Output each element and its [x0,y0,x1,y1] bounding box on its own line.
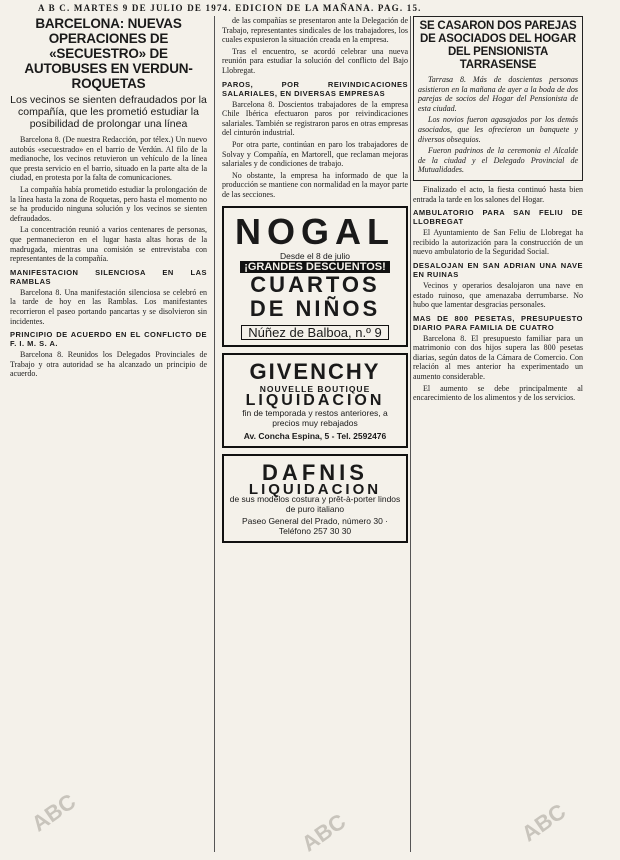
ad-nogal-note: Desde el 8 de julio [280,250,350,261]
paragraph: No obstante, la empresa ha informado de que la producción se mantiene con normalidad en la mayor parte de las secciones. [222,170,408,199]
paragraph: La compañía había prometido estudiar la prolongación de la línea hasta la zona de Roquetas, pero hasta el momento no se ha producido ninguna solución y los vecinos se sienten defraudados. [10,184,207,223]
column-rule [214,16,215,852]
ad-nogal [222,206,408,348]
watermark: ABC [296,808,351,857]
paragraph: Tarrasa 8. Más de doscientas personas asistieron en la mañana de ayer a la boda de dos parejas de socios del Hogar del Pensionista de esta ciudad. [418,75,578,113]
ad-givenchy [222,353,408,448]
subheading: PRINCIPIO DE ACUERDO EN EL CONFLICTO DE F. I. M. S. A. [10,330,207,349]
ad-givenchy-name: GIVENCHY [249,359,381,385]
paragraph: Tras el encuentro, se acordó celebrar una nueva reunión para estudiar la solución del conflicto del Bajo Llobregat. [222,46,408,75]
ad-nogal-address: Núñez de Balboa, n.º 9 [241,325,388,341]
column-left [10,16,207,854]
ad-dafnis-address: Paseo General del Prado, número 30 · Teléfono 257 30 30 [241,516,388,537]
subheading: MAS DE 800 PESETAS, PRESUPUESTO DIARIO PARA FAMILIA DE CUATRO [413,313,583,332]
ad-dafnis-desc: de sus modelos costura y prêt-à-porter lindos de puro italiano [229,494,401,515]
ad-givenchy-address: Av. Concha Espina, 5 - Tel. 2592476 [243,430,387,441]
paragraph: Barcelona 8. (De nuestra Redacción, por télex.) Un nuevo autobús «secuestrado» en el barrio de Verdún. Al filo de la medianoche, los vecinos retuvieron un vehículo de la línea que presta servicio en el barrio, situado en la parte alta de la ciudad, en protesta por la falta de comunicaciones. [10,135,207,183]
paragraph: Finalizado el acto, la fiesta continuó hasta bien entrada la tarde en los salones del Hogar. [413,184,583,204]
paragraph: Fueron padrinos de la ceremonia el Alcalde de la ciudad y el Delegado Provincial de Mutualidades. [418,146,578,175]
paragraph: Vecinos y operarios desalojaron una nave en estado ruinoso, que amenazaba derrumbarse. No hubo que lamentar desgracias personales. [413,280,583,310]
ad-dafnis-name: DAFNIS [262,459,368,485]
column-right [413,16,583,854]
watermark: ABC [26,788,81,837]
paragraph: Barcelona 8. El presupuesto familiar para un matrimonio con dos hijos supera las 800 pesetas diarias, según datos de la Cámara de Comercio. Con relación al mes anterior ha experimentado un aumento considerable. [413,333,583,382]
ad-givenchy-sale: LIQUIDACION [245,392,385,410]
ad-nogal-name: NOGAL [235,210,395,252]
paragraph: Barcelona 8. Doscientos trabajadores de la empresa Chile Ibérica efectuaron paros por reivindicaciones salariales. También se registraron paros en otras empresas del cinturón industrial. [222,99,408,138]
box-pensionistas [413,16,583,181]
subheading: PAROS, POR REIVINDICACIONES SALARIALES, EN DIVERSAS EMPRESAS [222,79,408,98]
subheading: AMBULATORIO PARA SAN FELIU DE LLOBREGAT [413,208,583,227]
ad-givenchy-sub: NOUVELLE BOUTIQUE [259,384,371,395]
paragraph: Barcelona 8. Una manifestación silenciosa se celebró en la tarde de hoy en las Ramblas. Los manifestantes recorrieron el paseo portando pancartas y se disolvieron sin incidentes. [10,287,207,326]
subheading: DESALOJAN EN SAN ADRIAN UNA NAVE EN RUINAS [413,260,583,279]
paragraph: de las compañías se presentaron ante la Delegación de Trabajo, representantes sindicales de los trabajadores, los cuales expusieron la situación creada en la empresa. [222,16,408,45]
paragraph: El Ayuntamiento de San Feliu de Llobregat ha recibido la autorización para la construcción de un nuevo ambulatorio de la Seguridad Social. [413,228,583,257]
subheading: MANIFESTACION SILENCIOSA EN LAS RAMBLAS [10,267,207,286]
headline-barcelona: BARCELONA: NUEVAS OPERACIONES DE «SECUESTRO» DE AUTOBUSES EN VERDUN-ROQUETAS [24,16,193,91]
ad-nogal-line1: CUARTOS [250,271,380,297]
ad-nogal-sale: ¡GRANDES DESCUENTOS! [240,261,390,273]
ad-dafnis-sale: LIQUIDACION [248,480,382,498]
ad-givenchy-desc: fin de temporada y restos anteriores, a precios muy rebajados [242,407,388,428]
paragraph: La concentración reunió a varios centenares de personas, que permanecieron en el lugar hasta altas horas de la madrugada, mientras una comisión se entrevistaba con representantes de la compañía. [10,225,207,264]
headline-pensionistas: SE CASARON DOS PAREJAS DE ASOCIADOS DEL HOGAR DEL PENSIONISTA TARRASENSE [419,20,577,71]
paragraph: Por otra parte, continúan en paro los trabajadores de Solvay y Compañía, en Martorell, que reclaman mejoras salariales y de condiciones de trabajo. [222,139,408,169]
deck: Los vecinos se sienten defraudados por la compañía, que les prometió estudiar la posibilidad de prolongar una línea [10,94,207,130]
paragraph: Barcelona 8. Reunidos los Delegados Provinciales de Trabajo y otra autoridad se ha alcanzado un principio de acuerdo. [10,350,207,379]
paragraph: Los novios fueron agasajados por los demás asociados, que les ofrecieron un banquete y diversos obsequios. [418,115,578,144]
paragraph: El aumento se debe principalmente al encarecimiento de los alimentos y de los servicios. [413,383,583,403]
ad-dafnis [222,454,408,544]
watermark: ABC [516,798,571,847]
column-rule [410,16,411,852]
column-middle [222,16,408,854]
ad-nogal-line2: DE NIÑOS [249,295,381,321]
page-header: A B C. MARTES 9 DE JULIO DE 1974. EDICION DE LA MAÑANA. PAG. 15. [38,3,422,13]
